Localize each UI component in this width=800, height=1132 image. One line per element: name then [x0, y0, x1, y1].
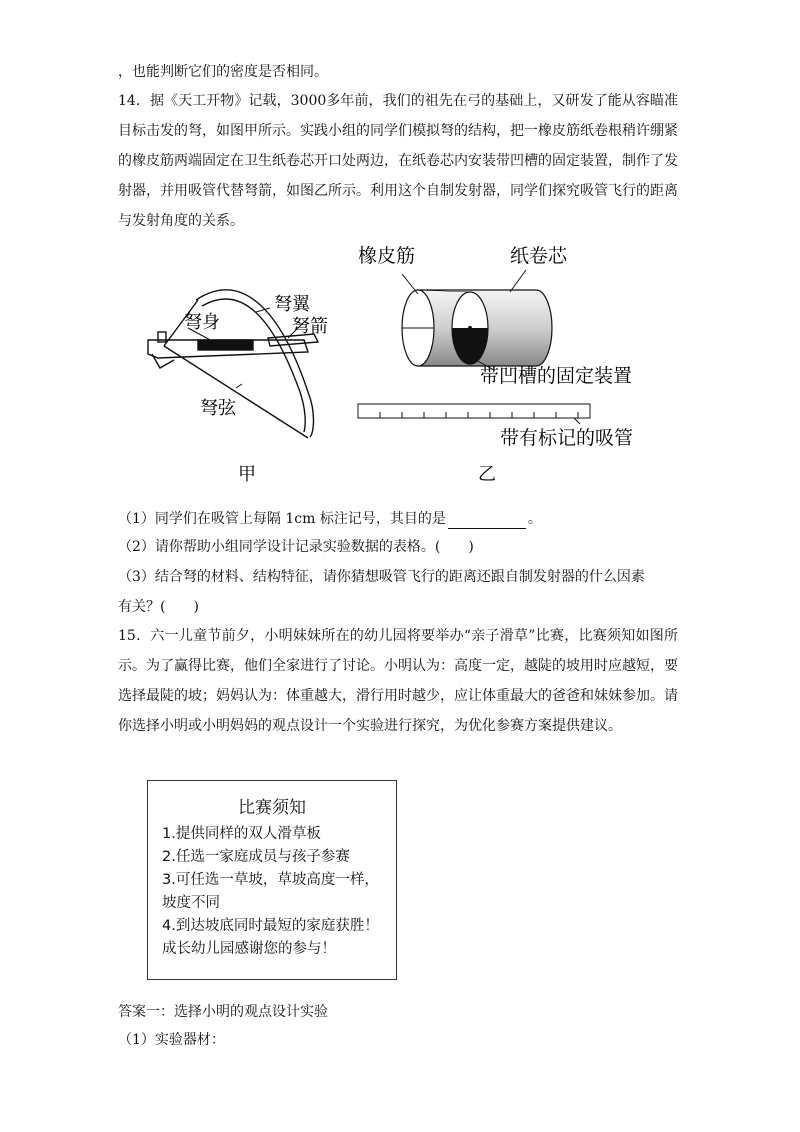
label-straw: 带有标记的吸管 [500, 427, 634, 449]
label-device: 带凹槽的固定装置 [480, 365, 633, 387]
rules-title: 比赛须知 [238, 798, 306, 818]
crossbow-and-launcher-figure [118, 242, 678, 492]
rule-item: 1.提供同样的双人滑草板 [162, 826, 321, 842]
label-body: 弩身 [184, 312, 220, 333]
q14-sub2-text: （2）请你帮助小组同学设计记录实验数据的表格。( [118, 539, 441, 555]
q14-sub3-text: 有关？( [118, 599, 166, 615]
rule-item: 4.到达坡底同时最短的家庭获胜！成长幼儿园感谢您的参与！ [162, 918, 379, 957]
competition-rules-box [147, 780, 397, 980]
label-wing: 弩翼 [274, 294, 310, 315]
q14-sub1-text: （1）同学们在吸管上每隔 1cm 标注记号，其目的是 [118, 511, 446, 527]
top-fragment: ，也能判断它们的密度是否相同。 [118, 64, 328, 80]
q14-sub3-line2 [118, 597, 199, 617]
q14-sub3-end: ) [193, 599, 199, 615]
answer1-sub1: （1）实验器材： [118, 1032, 225, 1048]
caption-yi: 乙 [478, 464, 496, 485]
rule-item: 2.任选一家庭成员与孩子参赛 [162, 849, 350, 865]
label-arrow: 弩箭 [292, 316, 328, 337]
launcher-drawing [402, 290, 552, 366]
q14-sub3-line1: （3）结合弩的材料、结构特征，请你猜想吸管飞行的距离还跟自制发射器的什么因素 [118, 569, 645, 585]
rule-item: 3.可任选一草坡，草坡高度一样，坡度不同 [162, 872, 379, 911]
q14-sub2 [118, 537, 474, 557]
question-15-paragraph: 15．六一儿童节前夕，小明妹妹所在的幼儿园将要举办“亲子滑草”比赛，比赛须知如图所示。为了赢得比赛，他们全家进行了讨论。小明认为：高度一定，越陡的坡用时应越短，要选择最陡的坡；妈妈认为：体重越大，滑行用时越少，应让体重最大的爸爸和妹妹参加。请你选择小明或小明妈妈的观点设计一个实验进行探究，为优化参赛方案提供建议。 [118, 628, 678, 734]
label-core: 纸卷芯 [510, 245, 568, 267]
caption-jia: 甲 [238, 464, 256, 485]
answer1-heading: 答案一：选择小明的观点设计实验 [118, 1004, 328, 1020]
q14-sub2-end: ) [468, 539, 474, 555]
q14-sub1 [118, 509, 542, 529]
label-rubber: 橡皮筋 [358, 245, 416, 267]
rules-list [162, 823, 388, 961]
label-string: 弩弦 [200, 398, 236, 419]
marked-straw [358, 404, 590, 424]
figure-svg [118, 242, 678, 492]
answer-blank[interactable] [448, 514, 526, 529]
question-14-paragraph: 14．据《天工开物》记载，3000多年前，我们的祖先在弓的基础上，又研发了能从容瞄准目标击发的弩，如图甲所示。实践小组的同学们模拟弩的结构，把一橡皮筋纸卷根稍许绷紧的橡皮筋两端固定在卫生纸卷芯开口处两边，在纸卷芯内安装带凹槽的固定装置，制作了发射器，并用吸管代替弩箭，如图乙所示。利用这个自制发射器，同学们探究吸管飞行的距离与发射角度的关系。 [118, 93, 678, 229]
q14-sub1-end: 。 [527, 511, 542, 527]
